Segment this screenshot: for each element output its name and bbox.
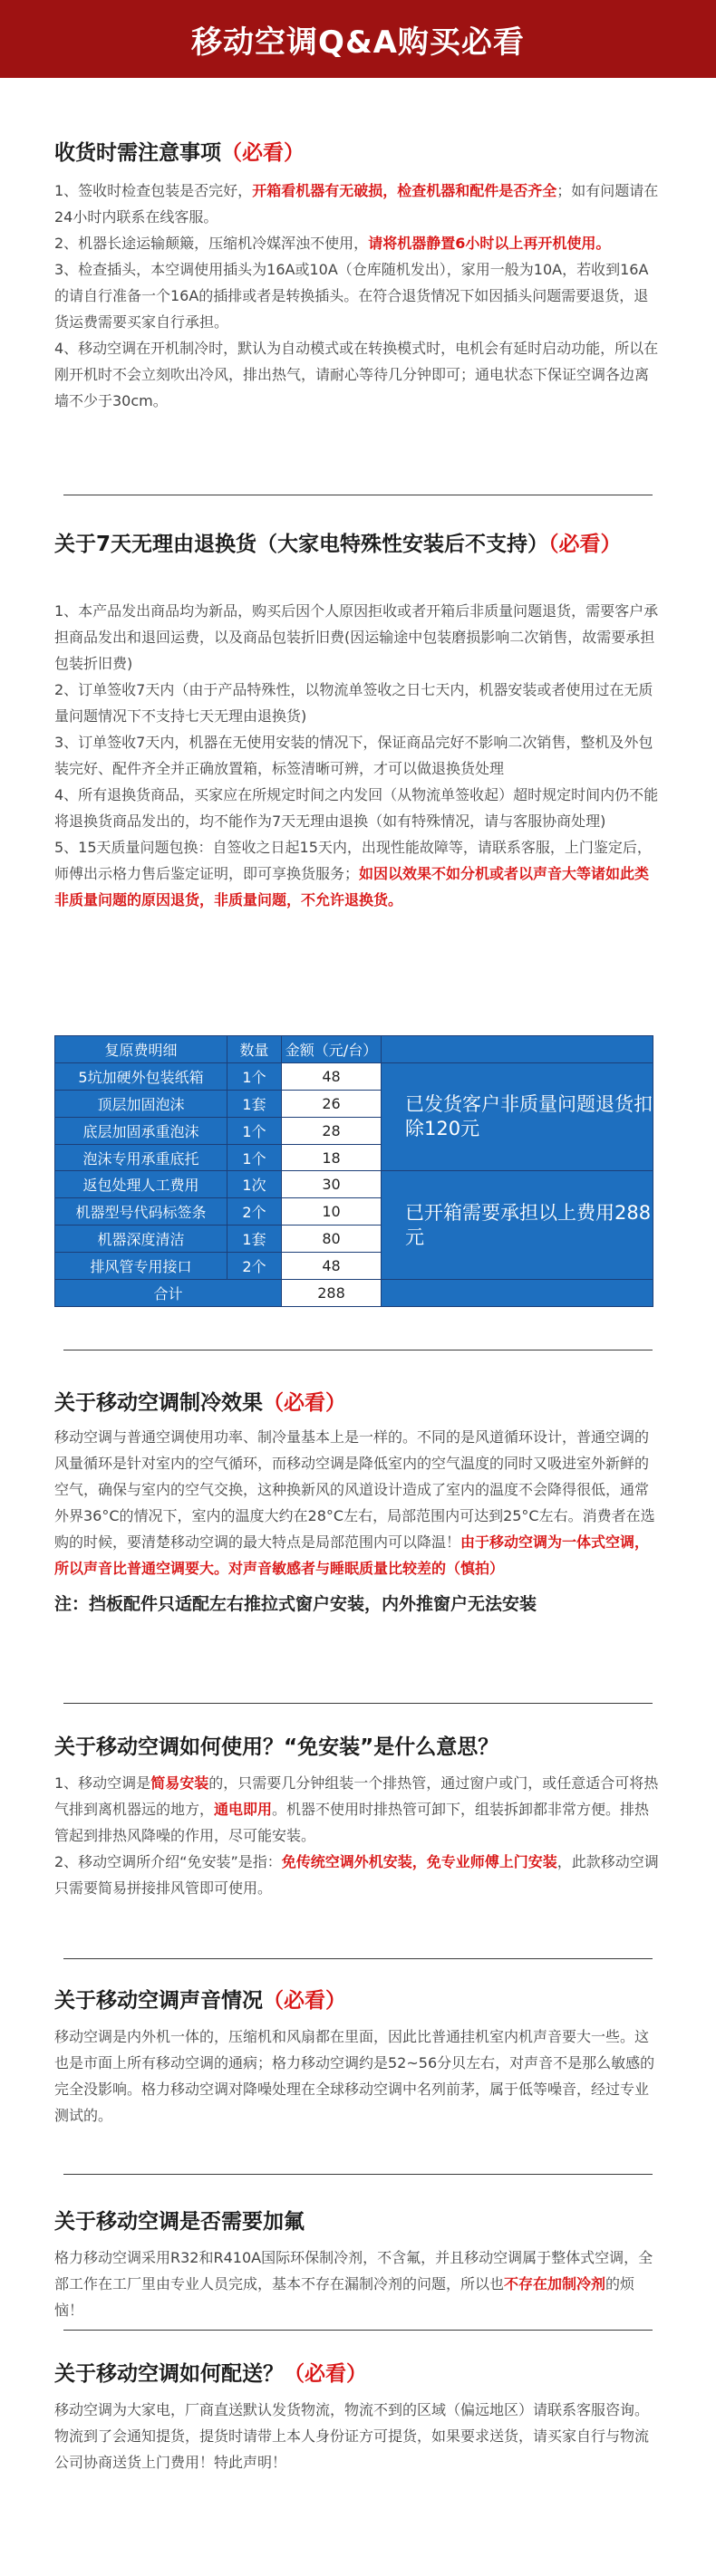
section-title <box>54 529 662 560</box>
must-read-tag: （必看） <box>263 1989 346 2013</box>
highlight: 通电即用 <box>214 1801 273 1818</box>
paragraph <box>54 1849 662 1901</box>
fee-item: 底层加固承重泡沫 <box>55 1117 227 1144</box>
total-label: 合计 <box>55 1280 282 1307</box>
fee-item: 顶层加固泡沫 <box>55 1090 227 1117</box>
section-title-text: 关于移动空调声音情况 <box>54 1989 263 2013</box>
header-blank <box>382 1036 653 1063</box>
section-title <box>54 1388 662 1418</box>
text: 2、移动空调所介绍“免安装”是指： <box>54 1853 282 1870</box>
table-row <box>55 1062 653 1090</box>
fee-amount: 26 <box>282 1090 382 1117</box>
fee-amount: 80 <box>282 1226 382 1253</box>
restoration-fee-table <box>54 1035 653 1307</box>
table-header-row <box>55 1036 653 1063</box>
fee-item: 机器深度清洁 <box>55 1226 227 1253</box>
column-header: 金额（元/台） <box>282 1036 382 1063</box>
highlight: 免传统空调外机安装，免专业师傅上门安装 <box>281 1853 557 1870</box>
highlight: 请将机器静置6小时以上再开机使用。 <box>368 235 611 252</box>
unopened-return-note: 已发货客户非质量问题退货扣除120元 <box>382 1062 653 1171</box>
must-read-tag: （必看） <box>548 533 622 556</box>
section-title-text: 关于7天无理由退换货（大家电特殊性安装后不支持） <box>54 533 549 556</box>
opened-return-note: 已开箱需要承担以上费用288元 <box>382 1171 653 1280</box>
fee-qty: 1套 <box>227 1090 282 1117</box>
paragraph <box>54 2244 662 2323</box>
text: 2、机器长途运输颠簸，压缩机冷媒浑浊不使用， <box>54 235 369 252</box>
fee-qty: 2个 <box>227 1198 282 1226</box>
text: 的烦恼！ <box>54 2275 635 2319</box>
divider <box>63 2174 653 2175</box>
paragraph <box>54 1424 662 1581</box>
table-row <box>55 1171 653 1198</box>
page-title: 移动空调Q&A购买必看 <box>191 24 525 61</box>
total-blank <box>382 1280 653 1307</box>
fee-item: 排风管专用接口 <box>55 1253 227 1280</box>
fee-qty: 1套 <box>227 1226 282 1253</box>
column-header: 复原费明细 <box>55 1036 227 1063</box>
section-how-to-use <box>54 1732 662 1901</box>
paragraph <box>54 834 662 913</box>
fee-item: 泡沫专用承重底托 <box>55 1144 227 1171</box>
highlight: 不存在加制冷剂 <box>504 2275 606 2292</box>
must-read-tag: （必看） <box>221 141 305 165</box>
paragraph <box>54 1770 662 1849</box>
column-header: 数量 <box>227 1036 282 1063</box>
section-refrigerant <box>54 2206 662 2323</box>
install-note: 注：挡板配件只适配左右推拉式窗户安装，内外推窗户无法安装 <box>54 1594 537 1614</box>
text: 格力移动空调采用R32和R410A国际环保制冷剂，不含氟，并且移动空调属于整体式空调，全部工作在工厂里由专业人员完成，基本不存在漏制冷剂的问题，所以也 <box>54 2249 653 2292</box>
fee-amount: 28 <box>282 1117 382 1144</box>
section-title <box>54 138 662 168</box>
text: 移动空调与普通空调使用功率、制冷量基本上是一样的。不同的是风道循环设计，普通空调的风量循环是针对室内的空气循环，而移动空调是降低室内的空气温度的同时又吸进室外新鲜的空气，确保与室内的空气交换，这种换新风的风道设计造成了室内的温度不会降得很低，通常外界36°C的情况下，室内的温度大约在28°C左右，局部范围内可达到25°C左右。消费者在选购的时候，要清楚移动空调的最大特点是局部范围内可以降温！ <box>54 1428 655 1551</box>
highlight: 简易安装 <box>150 1774 209 1792</box>
section-title-text: 收货时需注意事项 <box>54 141 221 165</box>
page-header <box>0 0 716 78</box>
text: 1、移动空调是 <box>54 1774 151 1792</box>
section-receiving-notes <box>54 138 662 414</box>
fee-amount: 48 <box>282 1253 382 1280</box>
must-read-tag: （必看） <box>263 1391 346 1415</box>
paragraph: 4、所有退换货商品，买家应在所规定时间之内发回（从物流单签收起）超时规定时间内仍不能将退换货商品发出的，均不能作为7天无理由退换（如有特殊情况，请与客服协商处理) <box>54 786 659 830</box>
paragraph: 3、检查插头，本空调使用插头为16A或10A（仓库随机发出），家用一般为10A，若收到16A的请自行准备一个16A的插排或者是转换插头。在符合退货情况下如因插头问题需要退货，退货运费需要买家自行承担。 <box>54 261 649 331</box>
divider <box>63 2330 653 2331</box>
fee-amount: 18 <box>282 1144 382 1171</box>
text: ，此款移动空调只需要简易拼接排风管即可使用。 <box>54 1853 659 1897</box>
fee-amount: 30 <box>282 1171 382 1198</box>
divider <box>63 1703 653 1704</box>
fee-item: 机器型号代码标签条 <box>55 1198 227 1226</box>
divider <box>63 1958 653 1959</box>
fee-qty: 2个 <box>227 1253 282 1280</box>
paragraph <box>54 178 662 230</box>
section-title: 关于移动空调如何使用？“免安装”是什么意思？ <box>54 1735 499 1759</box>
fee-qty: 1个 <box>227 1144 282 1171</box>
fee-item: 返包处理人工费用 <box>55 1171 227 1198</box>
fee-qty: 1个 <box>227 1117 282 1144</box>
section-return-policy <box>54 529 662 913</box>
text: 的，只需要几分钟组装一个排热管，通过窗户或门，或任意适合可将热气排到离机器远的地方， <box>54 1774 659 1818</box>
paragraph: 3、订单签收7天内，机器在无使用安装的情况下，保证商品完好不影响二次销售，整机及外包装完好、配件齐全并正确放置箱，标签清晰可辨，才可以做退换货处理 <box>54 734 653 777</box>
fee-amount: 10 <box>282 1198 382 1226</box>
section-title <box>54 2359 662 2389</box>
highlight: 如因以效果不如分机或者以声音大等诸如此类非质量问题的原因退货，非质量问题，不允许退换货。 <box>54 865 650 908</box>
text: ；如有问题请在24小时内联系在线客服。 <box>54 182 659 226</box>
paragraph: 2、订单签收7天内（由于产品特殊性，以物流单签收之日七天内，机器安装或者使用过在无质量问题情况下不支持七天无理由退换货) <box>54 681 653 725</box>
paragraph: 移动空调为大家电，厂商直送默认发货物流，物流不到的区域（偏远地区）请联系客服咨询。物流到了会通知提货，提货时请带上本人身份证方可提货，如果要求送货，请买家自行与物流公司协商送货上门费用！特此声明！ <box>54 2401 650 2471</box>
fee-qty: 1个 <box>227 1062 282 1090</box>
section-cooling-effect <box>54 1388 662 1618</box>
text: 5、15天质量问题包换：自签收之日起15天内，出现性能故障等，请联系客服，上门鉴定后，师傅出示格力售后鉴定证明，即可享换货服务； <box>54 839 652 882</box>
text: 1、签收时检查包装是否完好， <box>54 182 253 199</box>
fee-qty: 1次 <box>227 1171 282 1198</box>
section-delivery <box>54 2359 662 2475</box>
section-title-text: 关于移动空调如何配送？ <box>54 2362 284 2386</box>
fee-item: 5坑加硬外包装纸箱 <box>55 1062 227 1090</box>
section-title <box>54 1985 662 2016</box>
table-total-row <box>55 1280 653 1307</box>
total-amount: 288 <box>282 1280 382 1307</box>
paragraph: 1、本产品发出商品均为新品，购买后因个人原因拒收或者开箱后非质量问题退货，需要客户承担商品发出和退回运费，以及商品包装折旧费(因运输途中包装磨损影响二次销售，故需要承担包装折旧费) <box>54 602 659 672</box>
section-noise <box>54 1985 662 2129</box>
text: 。机器不使用时排热管可卸下，组装拆卸都非常方便。排热管起到排热风降噪的作用，尽可能安装。 <box>54 1801 650 1844</box>
paragraph: 4、移动空调在开机制冷时，默认为自动模式或在转换模式时，电机会有延时启动功能，所以在刚开机时不会立刻吹出冷风，排出热气，请耐心等待几分钟即可；通电状态下保证空调各边离墙不少于30cm。 <box>54 340 659 409</box>
section-title: 关于移动空调是否需要加氟 <box>54 2210 305 2234</box>
paragraph <box>54 230 662 256</box>
highlight: 由于移动空调为一体式空调，所以声音比普通空调要大。对声音敏感者与睡眠质量比较差的（慎拍） <box>54 1533 650 1577</box>
must-read-tag: （必看） <box>284 2362 367 2386</box>
highlight: 开箱看机器有无破损，检查机器和配件是否齐全 <box>252 182 557 199</box>
fee-amount: 48 <box>282 1062 382 1090</box>
section-title-text: 关于移动空调制冷效果 <box>54 1391 263 1415</box>
paragraph: 移动空调是内外机一体的，压缩机和风扇都在里面，因此比普通挂机室内机声音要大一些。这也是市面上所有移动空调的通病；格力移动空调约是52~56分贝左右，对声音不是那么敏感的完全没影响。格力移动空调对降噪处理在全球移动空调中名列前茅，属于低等噪音，经过专业测试的。 <box>54 2028 655 2124</box>
